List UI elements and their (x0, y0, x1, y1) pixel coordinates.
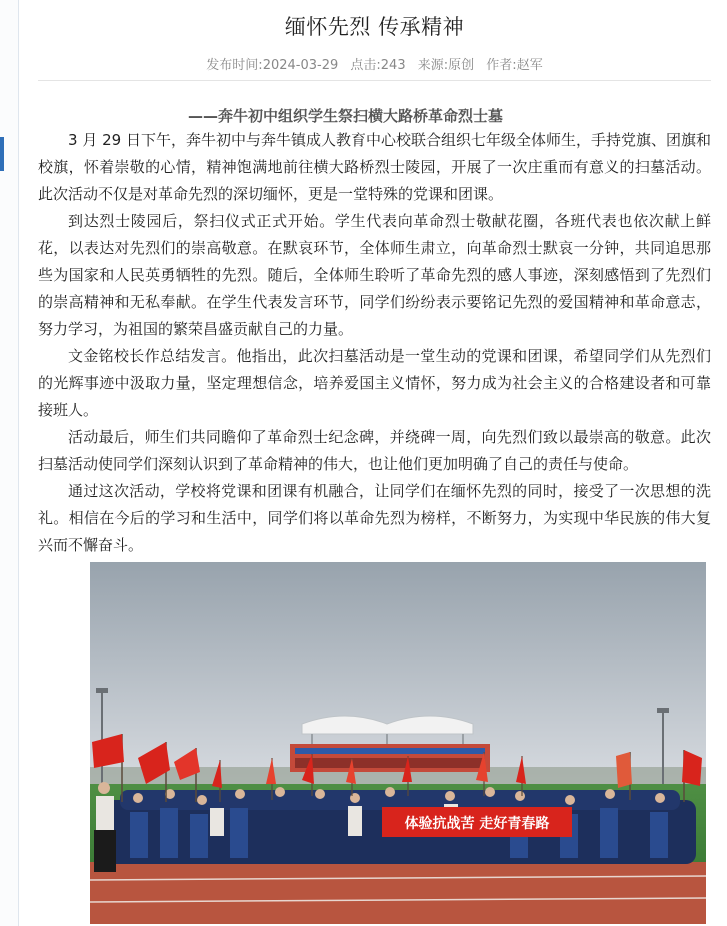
banner-text: 体验抗战苦 走好青春路 (404, 816, 550, 832)
paragraph-5: 通过这次活动，学校将党课和团课有机融合，让同学们在缅怀先烈的同时，接受了一次思想的洗礼。相信在今后的学习和生活中，同学们将以革命先烈为榜样，不断努力，为实现中华民族的伟大复兴而不懈奋斗。 (38, 482, 711, 554)
source-label: 来源: (417, 58, 449, 73)
clicks-label: 点击: (350, 58, 381, 73)
click-count (350, 58, 405, 73)
sidebar-tab-indicator[interactable] (0, 137, 4, 171)
photo-grandstand (290, 716, 490, 772)
clicks-value: 243 (380, 58, 406, 73)
left-sidebar-rail (0, 0, 19, 926)
article-body (38, 127, 711, 559)
paragraph-4: 活动最后，师生们共同瞻仰了革命烈士纪念碑，并绕碑一周，向先烈们致以最崇高的敬意。此次扫墓活动使同学们深刻认识到了革命精神的伟大，也让他们更加明确了自己的责任与使命。 (38, 428, 711, 473)
author (486, 58, 542, 73)
article-container (38, 0, 711, 926)
source (418, 58, 474, 73)
article-meta (38, 57, 711, 75)
publish-label: 发布时间: (206, 58, 263, 73)
paragraph-1: 3 月 29 日下午，奔牛初中与奔牛镇成人教育中心校联合组织七年级全体师生，手持党旗、团旗和校旗，怀着崇敬的心情，精神饱满地前往横大路桥烈士陵园，开展了一次庄重而有意义的扫墓活动。此次活动不仅是对革命先烈的深切缅怀，更是一堂特殊的党课和团课。 (38, 131, 711, 203)
photo-track (90, 862, 706, 924)
publish-date: 2024-03-29 (262, 58, 339, 73)
article-title: 缅怀先烈 传承精神 (284, 15, 465, 39)
paragraph-2: 到达烈士陵园后，祭扫仪式正式开始。学生代表向革命烈士敬献花圈，各班代表也依次献上鲜花，以表达对先烈们的崇高敬意。在默哀环节，全体师生肃立，向革命烈士默哀一分钟，共同追思那些为国家和人民英勇牺牲的先烈。随后，全体师生聆听了革命先烈的感人事迹，深刻感悟到了先烈们的崇高精神和无私奉献。在学生代表发言环节，同学们纷纷表示要铭记先烈的爱国精神和革命意志，努力学习，为祖国的繁荣昌盛贡献自己的力量。 (38, 212, 711, 338)
meta-divider (38, 80, 711, 81)
publish-time (206, 58, 338, 73)
author-value: 赵军 (516, 58, 543, 73)
paragraph-3: 文金铭校长作总结发言。他指出，此次扫墓活动是一堂生动的党课和团课，希望同学们从先烈们的光辉事迹中汲取力量，坚定理想信念，培养爱国主义情怀，努力成为社会主义的合格建设者和可靠接班人。 (38, 347, 711, 419)
author-label: 作者: (486, 58, 517, 73)
group-photo (90, 562, 706, 924)
source-value: 原创 (448, 58, 475, 73)
article-subtitle: ——奔牛初中组织学生祭扫横大路桥革命烈士墓 (188, 107, 504, 125)
